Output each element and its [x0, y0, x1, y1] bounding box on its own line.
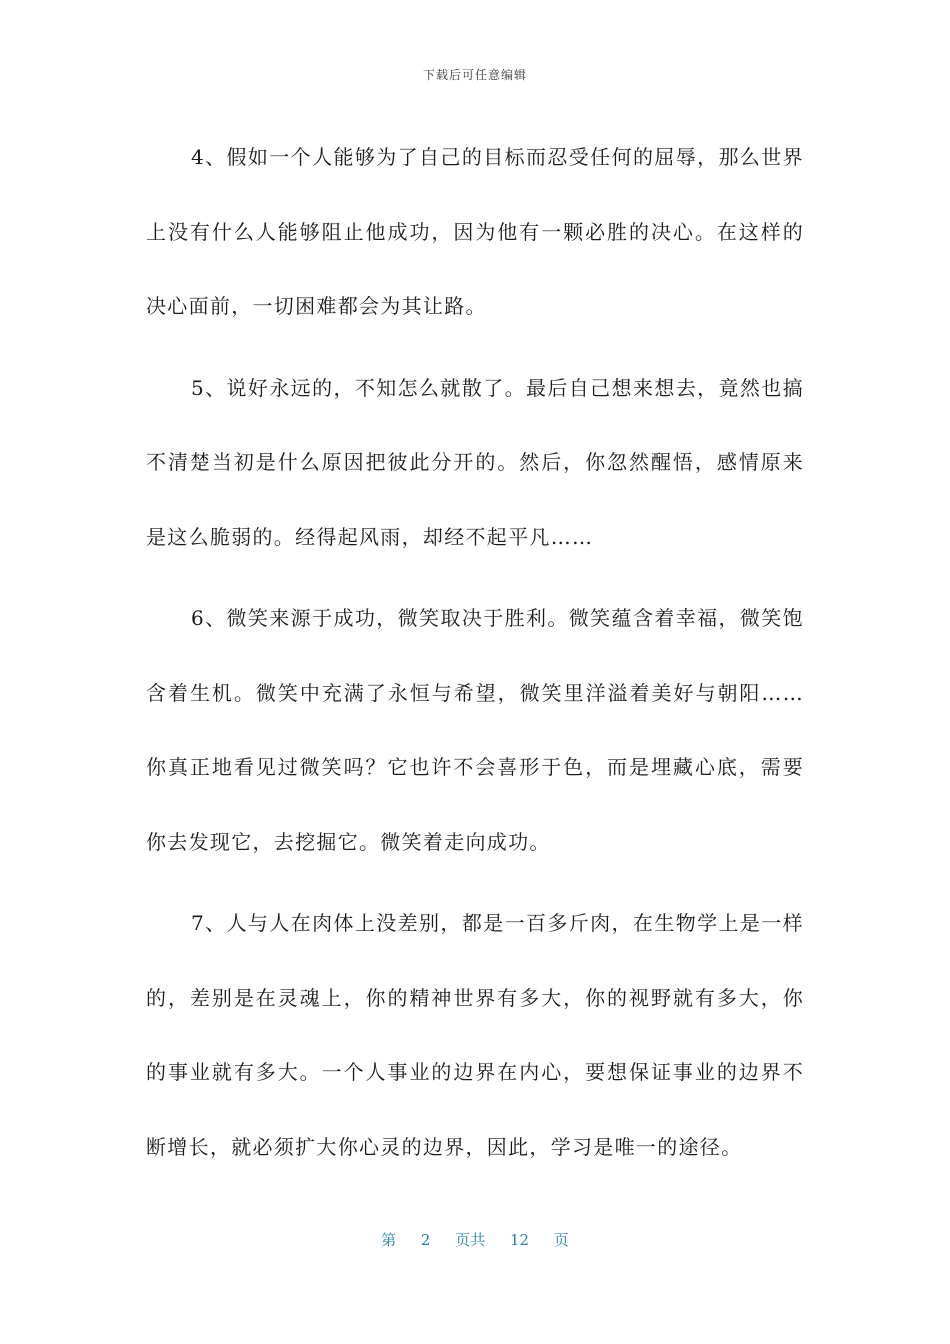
paragraph-7: 7、人与人在肉体上没差别，都是一百多斤肉，在生物学上是一样的，差别是在灵魂上，你的精神世界有多大，你的视野就有多大，你的事业就有多大。一个人事业的边界在内心，要想保证事业的边界不断增长，就必须扩大你心灵的边界，因此，学习是唯一的途径。: [146, 911, 804, 1159]
paragraph-4: 4、假如一个人能够为了自己的目标而忍受任何的屈辱，那么世界上没有什么人能够阻止他成功，因为他有一颗必胜的决心。在这样的决心面前，一切困难都会为其让路。: [146, 145, 804, 318]
total-pages-number: 12: [510, 1231, 530, 1249]
document-body: [146, 120, 804, 1191]
page-header: 下载后可任意编辑: [422, 68, 527, 82]
paragraph-6: 6、微笑来源于成功，微笑取决于胜利。微笑蕴含着幸福，微笑饱含着生机。微笑中充满了永恒与希望，微笑里洋溢着美好与朝阳……你真正地看见过微笑吗？它也许不会喜形于色，而是埋藏心底，需要你去发现它，去挖掘它。微笑着走向成功。: [146, 606, 804, 854]
page-label-prefix: 第: [381, 1231, 397, 1249]
paragraph-5: 5、说好永远的，不知怎么就散了。最后自己想来想去，竟然也搞不清楚当初是什么原因把彼此分开的。然后，你忽然醒悟，感情原来是这么脆弱的。经得起风雨，却经不起平凡……: [146, 375, 804, 549]
page-label-mid: 页共: [455, 1231, 486, 1249]
page-footer: [0, 1229, 950, 1250]
current-page-number: 2: [420, 1231, 431, 1249]
page-label-suffix: 页: [553, 1231, 569, 1249]
